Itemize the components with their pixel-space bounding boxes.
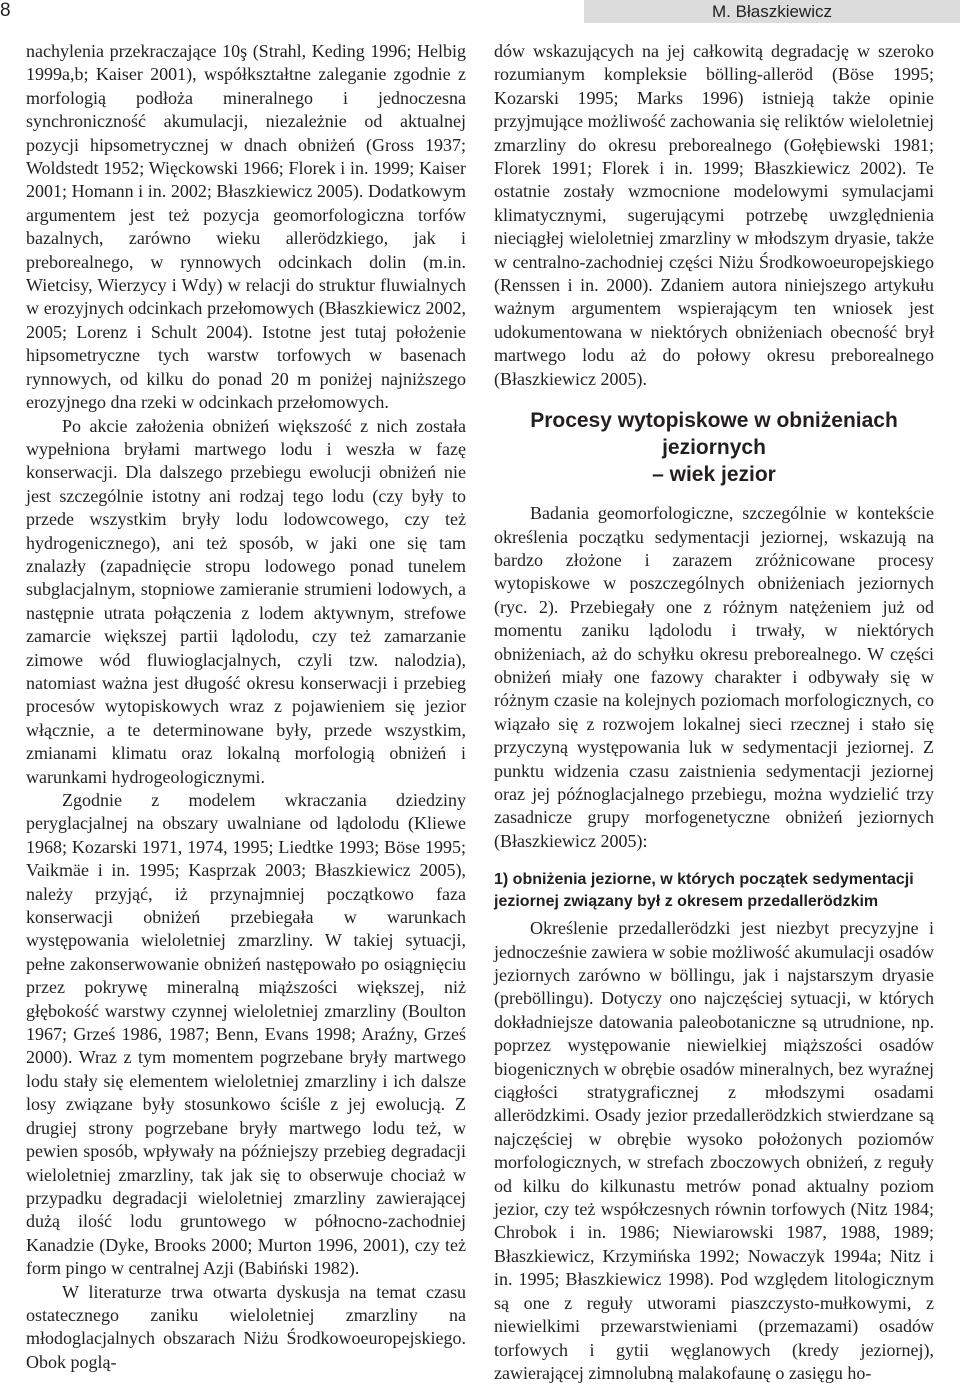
body-paragraph: Zgodnie z modelem wkraczania dziedziny peryglacjalnej na obszary uwalniane od lądolodu (Kliewe 1968; Kozarski 1971, 1974, 1995; Liedtke 1993; Böse 1995; Vaikmäe i in. 1995; Kasprzak 2003; Błaszkiewicz 2005), należy przyjąć, iż przynajmniej początkowo faza konserwacji obniżeń przebiegała w warunkach występowania wieloletniej zmarzliny. W takiej sytuacji, pełne zakonserwowanie obniżeń następowało po osiągnięciu przez pokrywę mineralną miąższości większej, niż głębokość warstwy czynnej wieloletniej zmarzliny (Boulton 1967; Grześ 1986, 1987; Benn, Evans 1998; Araźny, Grześ 2000). Wraz z tym momentem pogrzebane bryły martwego lodu stały się elementem wieloletniej zmarzliny i ich dalsze losy związane były stosunkowo ściśle z jej ewolucją. Z drugiej strony pogrzebane bryły martwego lodu też, w pewien sposób, wpływały na późniejszy przebieg degradacji wieloletniej zmarzliny, tak jak się to obserwuje chociaż w przypadku degradacji wieloletniej zmarzliny zawierającej dużą ilość lodu gruntowego w północno-zachodniej Kanadzie (Dyke, Brooks 2000; Murton 1996, 2001), czy też form pingo w centralnej Azji (Babiński 1982). bbox=[26, 790, 466, 1279]
body-paragraph: nachylenia przekraczające 10ş (Strahl, Keding 1996; Helbig 1999a,b; Kaiser 2001), współkształtne zaleganie zgodnie z morfologią podłoża mineralnego i jednoczesna synchroniczność akumulacji, niezależnie od aktualnej pozycji hipsometrycznej w dnach obniżeń (Gross 1937; Woldstedt 1952; Więckowski 1966; Florek i in. 1999; Kaiser 2001; Homann i in. 2002; Błaszkiewicz 2005). Dodatkowym argumentem jest też pozycja geomorfologiczna torfów bazalnych, zarówno wieku allerödzkiego, jak i preborealnego, w rynnowych odcinkach dolin (m.in. Wietcisy, Wierzycy i Wdy) w relacji do struktur fluwialnych w erozyjnych odcinkach przełomowych (Błaszkiewicz 2002, 2005; Lorenz i Schult 2004). Istotne jest tutaj położenie hipsometryczne tych warstw torfowych w basenach rynnowych, od kilku do ponad 20 m poniżej najniższego erozyjnego dna rzeki w odcinkach przełomowych. bbox=[26, 41, 466, 413]
body-paragraph: dów wskazujących na jej całkowitą degradację w szeroko rozumianym kompleksie bölling-alleröd (Böse 1995; Kozarski 1995; Marks 1996) istnieją także opinie przyjmujące możliwość zachowania się reliktów wieloletniej zmarzliny do okresu preborealnego (Gołębiewski 1981; Florek 1991; Florek i in. 1999; Błaszkiewicz 2002). Te ostatnie zostały wzmocnione modelowymi symulacjami klimatycznymi, sugerującymi potrzebę uwzględnienia nieciągłej wieloletniej zmarzliny w młodszym dryasie, także w centralno-zachodniej części Niżu Środkowoeuropejskiego (Renssen i in. 2000). Zdaniem autora niniejszego artykułu ważnym argumentem wspierającym ten wniosek jest udokumentowana w niektórych obniżeniach obecność brył martwego lodu aż do połowy okresu preborealnego (Błaszkiewicz 2005). bbox=[494, 41, 934, 389]
subsection-heading: 1) obniżenia jeziorne, w których początek sedymentacji jeziornej związany był z okresem przedallerödzkim bbox=[494, 871, 914, 911]
right-column bbox=[494, 40, 934, 1383]
running-head-author: M. Błaszkiewicz bbox=[584, 0, 960, 23]
body-paragraph: Określenie przedallerödzki jest niezbyt precyzyjne i jednocześnie zawiera w sobie możliwość akumulacji osadów jeziornych zarówno w böllingu, jak i najstarszym dryasie (preböllingu). Dotyczy ono najczęściej sytuacji, w których dokładniejsze datowania paleobotaniczne są utrudnione, np. poprzez występowanie niewielkiej miąższości osadów biogenicznych w obrębie osadów mineralnych, bez wyraźnej ciągłości stratygraficznej z młodszymi osadami allerödzkimi. Osady jezior przedallerödzkich stwierdzane są najczęściej w obrębie wysoko położonych poziomów morfologicznych, w strefach zboczowych obniżeń, z reguły od kilku do kilkunastu metrów ponad aktualny poziom jezior, czy też współczesnych równin torfowych (Nitz 1984; Chrobok i in. 1986; Niewiarowski 1987, 1988, 1989; Błaszkiewicz, Krzymińska 1992; Nowaczyk 1994a; Nitz i in. 1995; Błaszkiewicz 1998). Pod względem litologicznym są one z reguły utworami piaszczysto-mułkowymi, z niewielkimi przewarstwieniami (przemazami) osadów torfowych i gytii węglanowych (kredy jeziornej), zawierającej zimnolubną malakofaunę o zasięgu ho- bbox=[494, 918, 934, 1383]
section-heading bbox=[494, 407, 934, 488]
body-paragraph: Badania geomorfologiczne, szczególnie w kontekście określenia początku sedymentacji jeziornej, wskazują na bardzo złożone i zarazem zróżnicowane procesy wytopiskowe w poszczególnych obniżeniach jeziornych (ryc. 2). Przebiegały one z różnym natężeniem już od momentu zaniku lądolodu i trwały, w niektórych obniżeniach, aż do schyłku okresu preborealnego. W części obniżeń miały one fazowy charakter i odbywały się w różnym czasie na kolejnych poziomach morfologicznych, co wiązało się z rozwojem lokalnej sieci rzecznej i stało się przyczyną występowania luk w sedymentacji jeziornej. Z punktu widzenia czasu zaistnienia sedymentacji jeziornej oraz jej późnoglacjalnego przebiegu, można wydzielić trzy zasadnicze grupy morfogenetyczne obniżeń jeziornych (Błaszkiewicz 2005): bbox=[494, 503, 934, 851]
section-heading-line: – wiek jezior bbox=[652, 463, 776, 487]
section-heading-line: Procesy wytopiskowe w obniżeniach jeziornych bbox=[530, 409, 898, 460]
page-header bbox=[0, 0, 960, 23]
body-paragraph: Po akcie założenia obniżeń większość z nich została wypełniona bryłami martwego lodu i weszła w fazę konserwacji. Dla dalszego przebiegu ewolucji obniżeń nie jest szczególnie istotny ani rodzaj tego lodu (czy były to przede wszystkim bryły lodu lodowcowego, czy też hydrogenicznego), ani też sposób, w jaki one się tam znalazły (zapadnięcie stropu lodowego ponad tunelem subglacjalnym, stopniowe zamieranie strumieni lodowych, a następnie utrata połączenia z lodem aktywnym, strefowe zamarcie większej partii lądolodu, czy też zamarzanie zimowe wód fluwioglacjalnych, czyli tzw. nalodzia), natomiast ważna jest długość okresu konserwacji i przebieg procesów wytopiskowych wraz z pojawieniem się jezior włącznie, a te determinowane były, przede wszystkim, zmianami klimatu oraz lokalną morfologią obniżeń i warunkami hydrogeologicznymi. bbox=[26, 415, 466, 787]
page-number: 8 bbox=[0, 0, 11, 21]
body-paragraph: W literaturze trwa otwarta dyskusja na temat czasu ostatecznego zaniku wieloletniej zmarzliny na młodoglacjalnych obszarach Niżu Środkowoeuropejskiego. Obok poglą- bbox=[26, 1281, 466, 1372]
left-column bbox=[26, 40, 466, 1372]
